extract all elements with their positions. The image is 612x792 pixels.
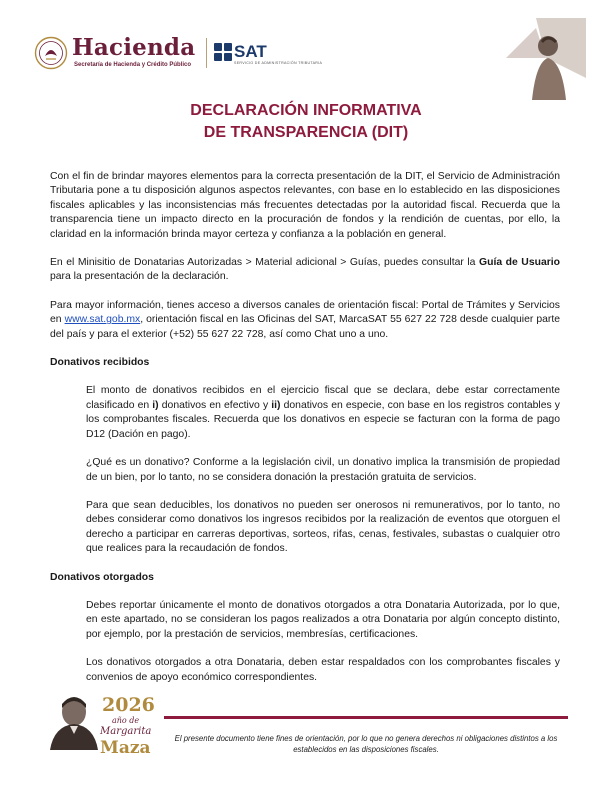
sat-website-link[interactable]: www.sat.gob.mx: [64, 314, 141, 326]
bullet-text-bold: ii): [271, 399, 281, 411]
bullet-marker-icon: [50, 599, 86, 642]
list-item: [50, 656, 560, 685]
contact-paragraph: [50, 299, 560, 342]
page-header: [0, 0, 612, 100]
hacienda-wordmark: Hacienda: [72, 34, 196, 61]
commemorative-name-1: Margarita: [100, 726, 152, 737]
title-line-2: DE TRANSPARENCIA (DIT): [203, 124, 409, 141]
bullet-text-bold: i): [152, 399, 159, 411]
bullet-text: Los donativos otorgados a otra Donataria, deben estar respaldados con los comprobantes fiscales y convenios de apoyo económico correspondientes.: [86, 657, 560, 683]
bullet-text-part: donativos en efectivo y: [158, 399, 272, 411]
list-item: [50, 499, 560, 557]
intro-paragraph: Con el fin de brindar mayores elementos para la correcta presentación de la DIT, el Servicio de Administración Tributaria pone a tu disposición algunos aspectos relevantes, con base en lo establecido en las disposiciones fiscales aplicables y las inconsistencias más frecuentes detectadas por la autoridad fiscal. Recuerda que la transparencia tiene un impacto directo en la procuración de fondos y la rendición de cuentas, por ello, la claridad en la información brinda mayor certeza y confianza a la población en general.: [50, 171, 560, 240]
bullet-marker-icon: [50, 656, 86, 685]
bullet-marker-icon: [50, 384, 86, 442]
list-item: [50, 384, 560, 442]
contact-text-post: , orientación fiscal en las Oficinas del SAT, MarcaSAT 55 627 22 728 desde cualquier parte del país y para el exterior (+52) 55 627 22 728, así como Chat uno a uno.: [50, 314, 560, 340]
list-item: [50, 456, 560, 485]
bullet-marker-icon: [50, 499, 86, 557]
bullet-marker-icon: [50, 456, 86, 485]
bullet-text-part: El monto de donativos recibidos en el ejercicio fiscal que se declara, debe estar correctamente clasificado en: [86, 385, 560, 411]
heroine-illustration-icon: [506, 18, 586, 100]
commemorative-name-2: Maza: [100, 738, 151, 758]
bullet-text-part: donativos en especie, con base en los registros contables y los comprobantes fiscales. Recuerda que los donativos en especie se facturan con la forma de pago D12 (Dación en pago).: [86, 399, 560, 440]
document-title: [0, 100, 612, 144]
guide-text-post: para la presentación de la declaración.: [50, 271, 229, 283]
footer-disclaimer: El presente documento tiene fines de orientación, por lo que no genera derechos ni obligaciones distintos a los establecidos en las disposiciones fiscales.: [174, 734, 558, 754]
sat-wordmark: SAT: [234, 42, 267, 61]
bullet-text: Para que sean deducibles, los donativos no pueden ser onerosos ni remunerativos, por lo tanto, no debes considerar como donativos los ingresos recibidos por la realización de eventos que otorguen el derecho a participar en carreras deportivas, sorteos, rifas, cenas, festivales, subastas o cualquier otro que realices para la recaudación de fondos.: [86, 499, 560, 555]
contact-text-pre: Para mayor información, tienes acceso a diversos canales de orientación fiscal: Portal de Trámites y Servicios en: [50, 299, 560, 326]
bullet-text: ¿Qué es un donativo? Conforme a la legislación civil, un donativo implica la transmisión de propiedad de un bien, por lo tanto, no se considera donación la prestación gratuita de servicios.: [86, 457, 560, 483]
header-divider: [206, 38, 207, 68]
guide-text-pre: En el Minisitio de Donatarias Autorizadas > Material adicional > Guías, puedes consultar la: [50, 257, 480, 269]
hacienda-subtitle: Secretaría de Hacienda y Crédito Público: [74, 62, 192, 68]
document-body: [50, 170, 560, 699]
sat-subtitle: SERVICIO DE ADMINISTRACIÓN TRIBUTARIA: [234, 61, 323, 65]
title-line-1: DECLARACIÓN INFORMATIVA: [190, 102, 422, 119]
footer-divider: [164, 716, 568, 719]
list-item: [50, 599, 560, 642]
portrait-illustration-icon: [44, 690, 104, 750]
commemorative-anio: año de: [112, 716, 140, 725]
sat-logo-icon: [214, 43, 232, 61]
guide-paragraph: [50, 256, 560, 285]
bullet-text: Debes reportar únicamente el monto de donativos otorgados a otra Donataria Autorizada, por lo que, en este apartado, no se consideran los pagos realizados a otra Donataria por algún concepto distinto, por ejemplo, por la prestación de servicios, membresías, certificaciones.: [86, 599, 560, 640]
coat-of-arms-icon: [34, 36, 68, 70]
section-heading-recibidos: Donativos recibidos: [50, 357, 150, 369]
bullet-text: [86, 384, 560, 442]
guide-text-bold: Guía de Usuario: [479, 257, 560, 269]
section-heading-otorgados: Donativos otorgados: [50, 571, 154, 583]
commemorative-year: 2026: [102, 694, 155, 716]
